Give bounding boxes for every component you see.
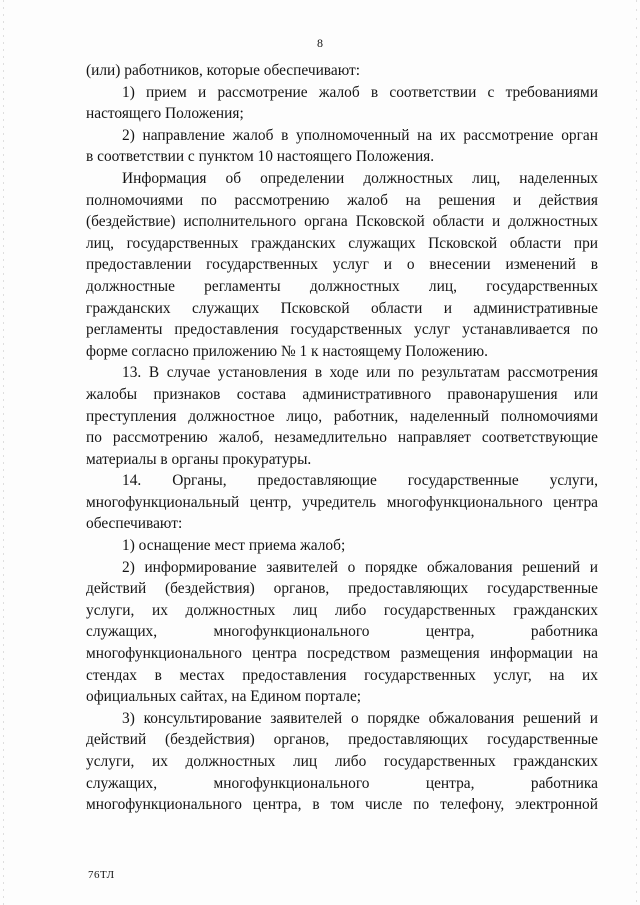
text-line: 2) информирование заявителей о порядке обжалования решений и (122, 558, 598, 576)
text-line: Информация об определении должностных лиц, наделенных (122, 169, 598, 187)
text-line: 2) направление жалоб в уполномоченный на их рассмотрение орган (122, 126, 598, 144)
text-line: 1) прием и рассмотрение жалоб в соответствии с требованиями (122, 83, 598, 101)
text-line: предоставлении государственных услуг и о внесении изменений в (86, 256, 598, 274)
body-text (86, 60, 598, 816)
text-line: 3) консультирование заявителей о порядке обжалования решений и (122, 709, 598, 727)
text-line: действий (бездействия) органов, предоставляющих государственные (86, 580, 598, 598)
text-line: 13. В случае установления в ходе или по результатам рассмотрения (122, 364, 598, 382)
footer-code: 76ТЛ (88, 869, 115, 881)
text-line: гражданских служащих Псковской области и административные (86, 299, 598, 317)
text-line: в соответствии с пунктом 10 настоящего Положения. (86, 148, 435, 166)
text-line: жалобы признаков состава административного правонарушения или (86, 385, 598, 403)
text-line: услуги, их должностных лиц либо государственных гражданских (86, 753, 598, 770)
scan-edge-right (636, 0, 637, 905)
text-line: многофункциональный центр, учредитель многофункционального центра (86, 493, 598, 511)
text-line: услуги, их должностных лиц либо государственных гражданских (86, 601, 598, 619)
text-line: служащих, многофункционального центра, работника (86, 623, 598, 641)
text-line: обеспечивают: (86, 515, 183, 533)
scan-edge-left (3, 0, 4, 905)
text-line: официальных сайтах, на Едином портале; (86, 688, 362, 706)
text-line: полномочиями по рассмотрению жалоб на решения и действия (86, 191, 598, 209)
text-line: служащих, многофункционального центра, работника (86, 774, 598, 792)
text-line: действий (бездействия) органов, предоставляющих государственные (86, 731, 598, 749)
text-line: регламенты предоставления государственных услуг устанавливается по (86, 321, 598, 339)
text-line: должностные регламенты должностных лиц, государственных (86, 277, 598, 295)
text-line: (или) работников, которые обеспечивают: (86, 62, 360, 79)
text-line: форме согласно приложению № 1 к настоящему Положению. (86, 342, 488, 360)
text-line: (бездействие) исполнительного органа Псковской области и должностных (86, 213, 598, 231)
text-line: лиц, государственных гражданских служащих Псковской области при (86, 234, 598, 252)
text-line: преступления должностное лицо, работник, наделенный полномочиями (86, 407, 598, 425)
text-line: 14. Органы, предоставляющие государственные услуги, (122, 472, 598, 490)
text-line: материалы в органы прокуратуры. (86, 450, 312, 468)
text-line: по рассмотрению жалоб, незамедлительно направляет соответствующие (86, 429, 598, 447)
text-line: многофункционального центра посредством размещения информации на (86, 645, 598, 663)
page-number: 8 (317, 36, 323, 50)
text-line: многофункционального центра, в том числе по телефону, электронной (86, 796, 598, 814)
text-line: 1) оснащение мест приема жалоб; (122, 537, 346, 555)
text-line: настоящего Положения; (86, 105, 244, 123)
text-line: стендах в местах предоставления государственных услуг, на их (86, 666, 598, 684)
